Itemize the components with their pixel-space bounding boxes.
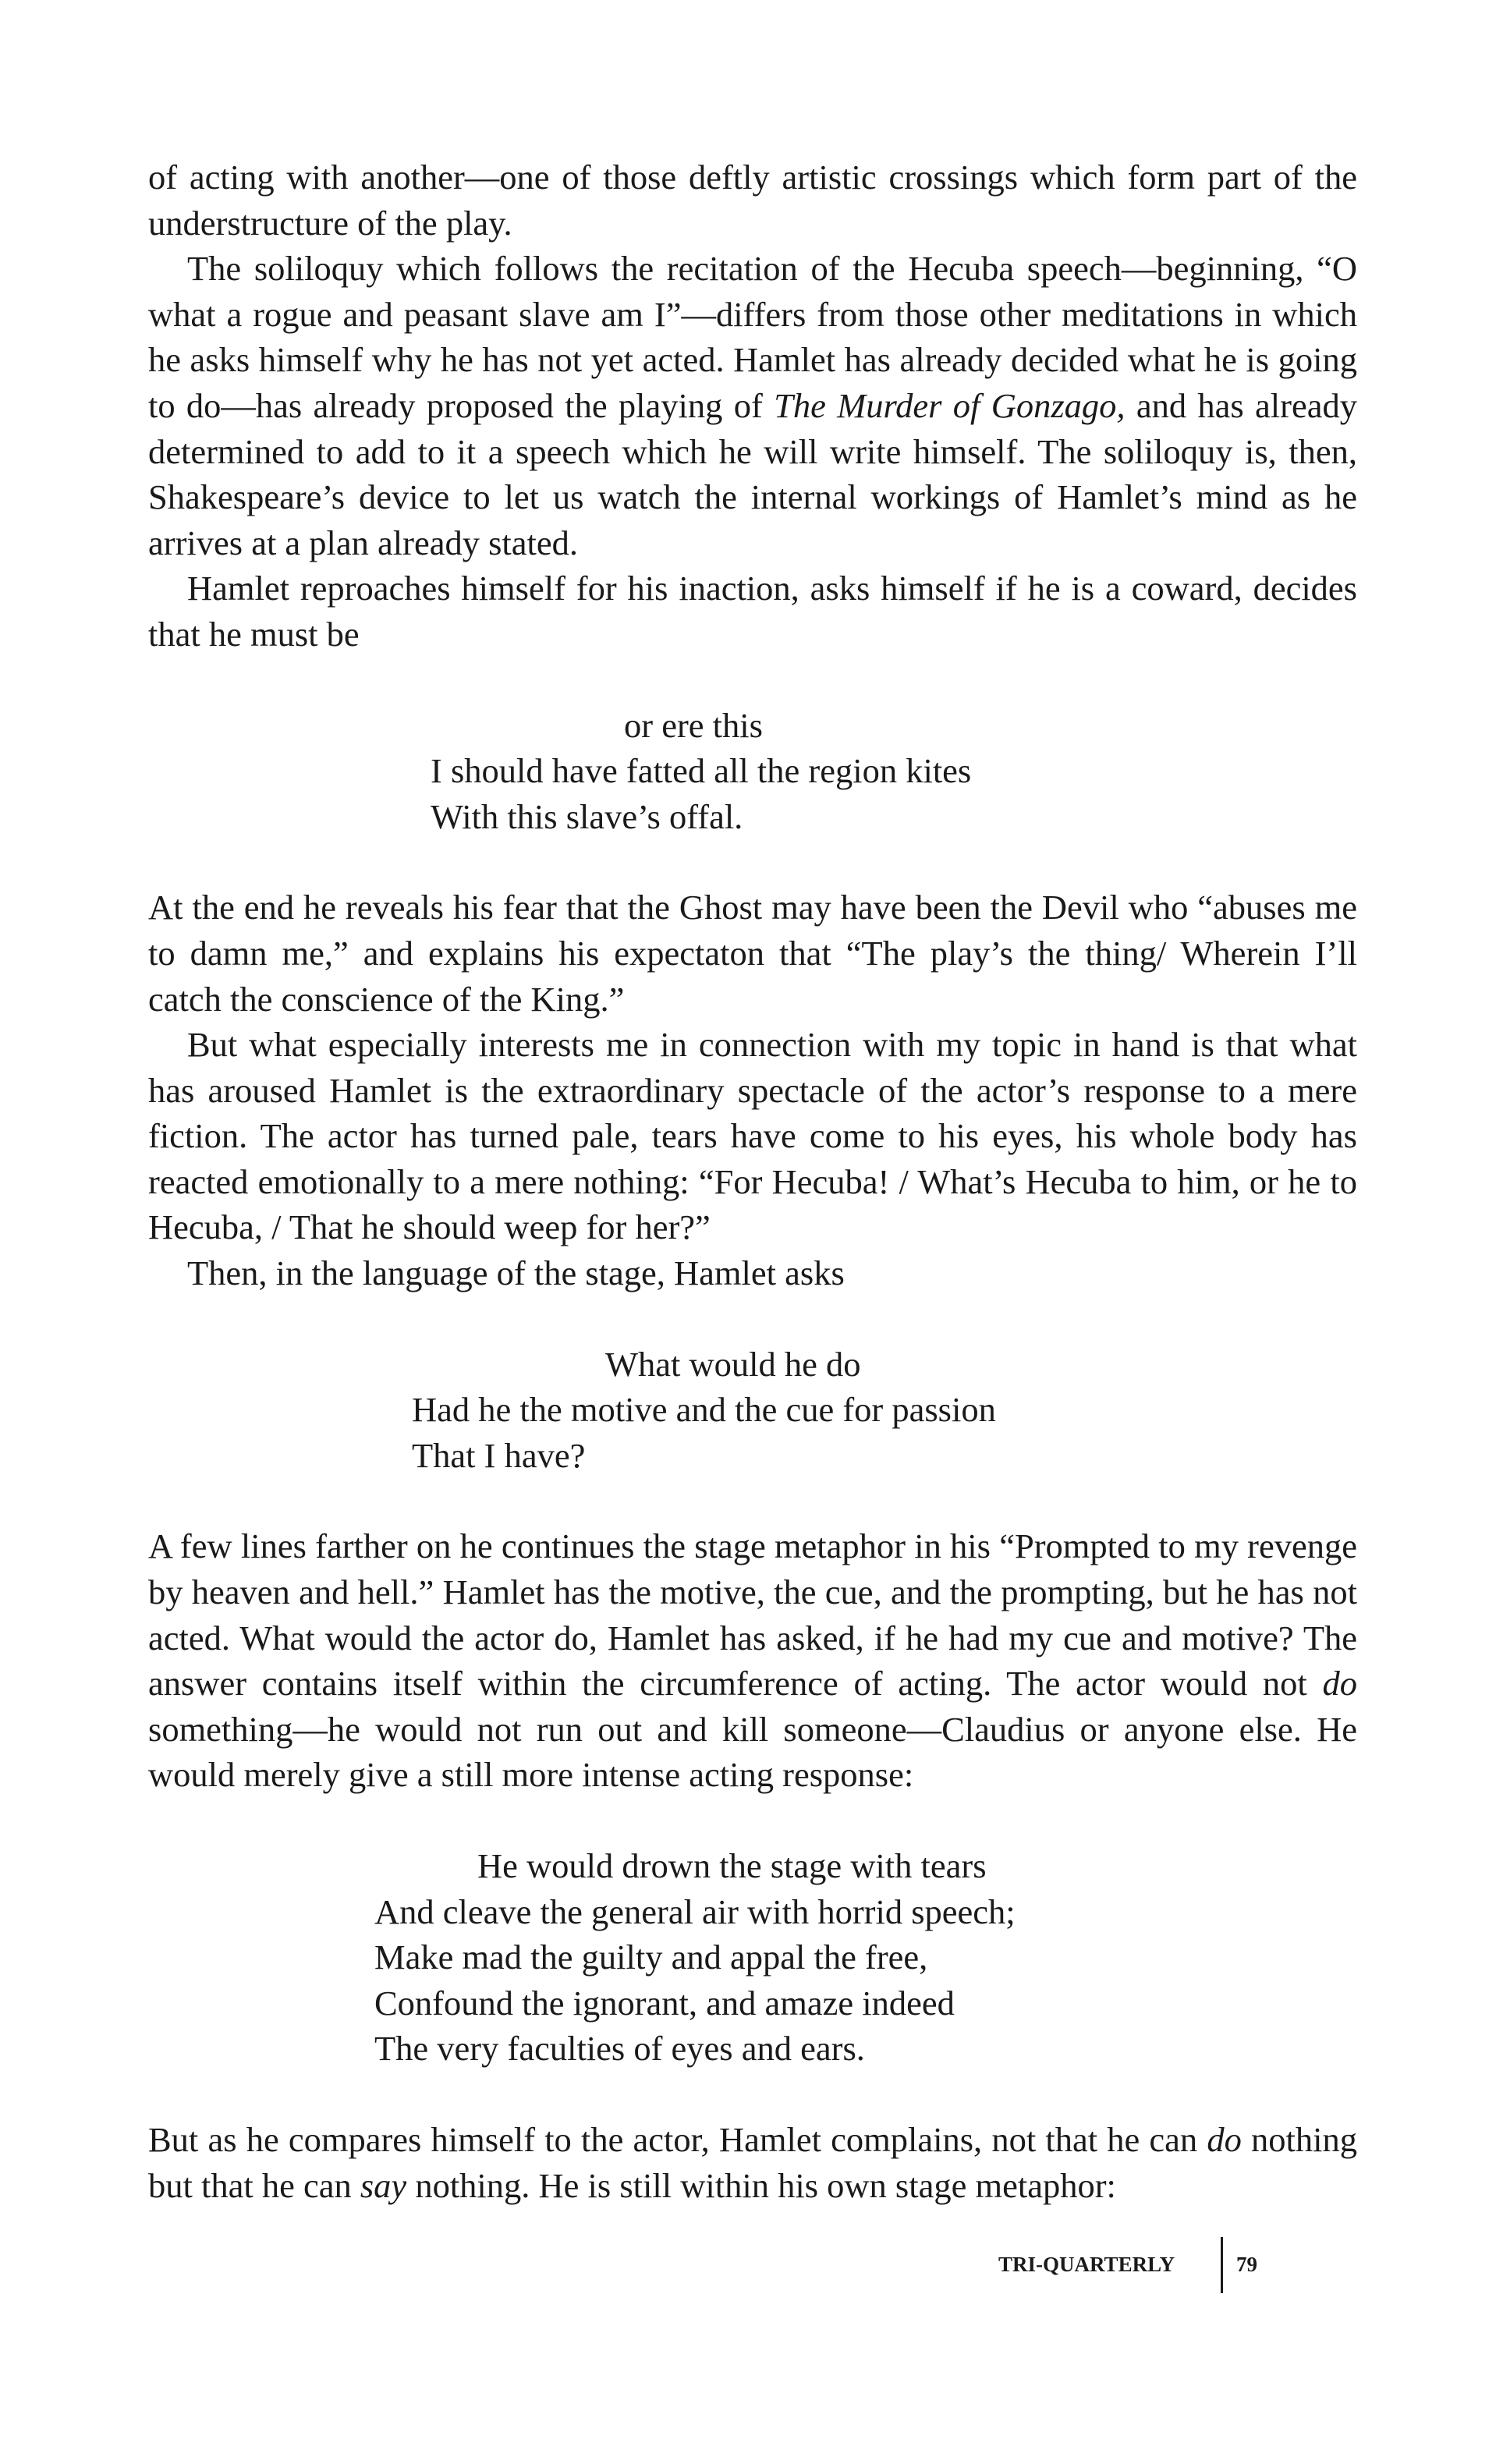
text-run: something—he would not run out and kill someone—Claudius or anyone else. He would merely give a still more intense acting response:: [148, 1709, 1357, 1795]
italic-word: do: [1207, 2119, 1242, 2159]
verse-line: What would he do: [605, 1344, 861, 1384]
verse-quote: [148, 1843, 1357, 2072]
italic-title: The Murder of Gonzago,: [774, 385, 1126, 425]
verse-line: Make mad the guilty and appal the free,: [374, 1938, 928, 1977]
verse-line: Confound the ignorant, and amaze indeed: [374, 1983, 955, 2023]
verse-line: He would drown the stage with tears: [477, 1846, 987, 1885]
paragraph: But what especially interests me in connection with my topic in hand is that what has aroused Hamlet is the extraordinary spectacle of the actor’s response to a mere fiction. The actor has turned pale, tears have come to his eyes, his whole body has reacted emotionally to a mere nothing: “For Hecuba! / What’s Hecuba to him, or he to Hecuba, / That he should weep for her?”: [148, 1025, 1357, 1247]
verse-line: I should have fatted all the region kites: [431, 751, 972, 791]
verse-line: That I have?: [412, 1435, 586, 1475]
page-number: 79: [1236, 2253, 1257, 2276]
paragraph: [148, 246, 1357, 565]
paragraph: Then, in the language of the stage, Hamlet asks: [187, 1253, 845, 1293]
text-run: nothing. He is still within his own stage metaphor:: [406, 2165, 1116, 2205]
text-run: The soliloquy which follows the recitation of the Hecuba speech—beginning, “O what a rogue and peasant slave am I”—differs from those other meditations in which he asks himself why he has not yet acted. Hamlet has already decided what he is going to do—has already proposed the playing of: [148, 249, 1357, 425]
paragraph: [148, 1523, 1357, 1798]
verse-quote: [148, 1342, 1357, 1479]
italic-word: do: [1322, 1664, 1357, 1704]
text-run: But as he compares himself to the actor, Hamlet complains, not that he can: [148, 2119, 1207, 2159]
verse-line: The very faculties of eyes and ears.: [374, 2029, 865, 2069]
verse-line: or ere this: [624, 705, 763, 745]
verse-quote: [148, 703, 1357, 840]
text-run: A few lines farther on he continues the stage metaphor in his “Prompted to my revenge by heaven and hell.” Hamlet has the motive, the cue, and the prompting, but he has not acted. What would the actor do, Hamlet has asked, if he had my cue and motive? The answer contains itself within the circumference of acting. The actor would not: [148, 1526, 1357, 1704]
verse-line: And cleave the general air with horrid speech;: [374, 1891, 1016, 1931]
text-run: nothing but that he can: [148, 2119, 1357, 2205]
page-body: [148, 154, 1357, 2208]
verse-line: With this slave’s offal.: [431, 796, 743, 836]
footer-divider: [1221, 2237, 1223, 2293]
journal-title: TRI-QUARTERLY: [998, 2253, 1175, 2276]
paragraph: [148, 2117, 1357, 2208]
paragraph: of acting with another—one of those deftly artistic crossings which form part of the understructure of the play.: [148, 158, 1357, 243]
verse-line: Had he the motive and the cue for passion: [412, 1390, 996, 1430]
text-run: and has already determined to add to it a speech which he will write himself. The soliloquy is, then, Shakespeare’s device to let us watch the internal workings of Hamlet’s mind as he arrives at a plan already stated.: [148, 385, 1357, 562]
paragraph: Hamlet reproaches himself for his inaction, asks himself if he is a coward, decides that he must be: [148, 569, 1357, 654]
italic-word: say: [360, 2165, 407, 2205]
paragraph: At the end he reveals his fear that the Ghost may have been the Devil who “abuses me to damn me,” and explains his expectaton that “The play’s the thing/ Wherein I’ll catch the conscience of the King.”: [148, 888, 1357, 1019]
